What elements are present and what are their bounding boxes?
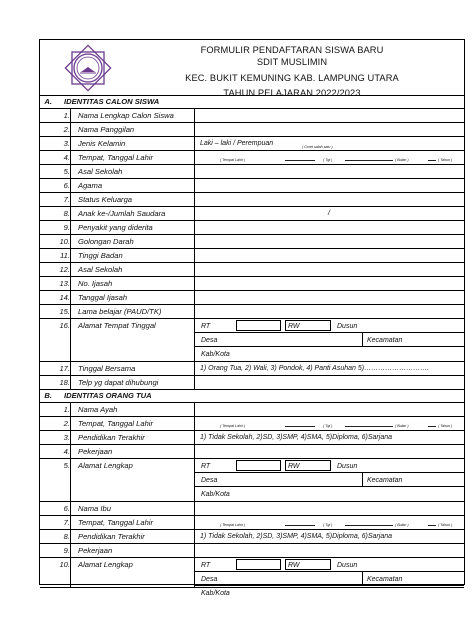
row-number: 5. [63,167,70,176]
column-divider [194,291,195,304]
column-divider [194,207,195,220]
section-b-header [40,390,464,403]
column-divider [70,558,71,587]
row-label: Anak ke-/Jumlah Saudara [78,209,166,218]
column-divider [194,193,195,206]
sectionA-row [40,235,464,249]
birth-year-hint: ( Tahun ) [438,158,453,162]
row-number: 13. [59,279,70,288]
birth-year-hint: ( Tahun ) [438,424,453,428]
address-divider [194,472,464,473]
row-label: Pekerjaan [78,447,113,456]
row-label: Tinggal Bersama [78,364,136,373]
column-divider [194,109,195,122]
column-divider [70,516,71,529]
column-divider [70,459,71,501]
row-number: 3. [63,433,70,442]
column-divider [70,403,71,416]
row-number: 10. [59,237,70,246]
row-label: Lama belajar (PAUD/TK) [78,307,162,316]
row-number: 6. [63,504,70,513]
sectionA-row [40,305,464,319]
birth-day-hint: ( Tgl ) [323,158,333,162]
rt-label: RT [201,323,211,330]
dusun-label: Dusun [337,323,358,330]
rt-box[interactable] [236,320,281,331]
column-divider [194,179,195,192]
row-number: 5. [63,461,70,470]
kabkota-label: Kab/Kota [201,351,230,358]
rw-label: RW [288,562,300,569]
column-divider [194,165,195,178]
column-divider [70,431,71,444]
dusun-label: Dusun [337,562,358,569]
column-divider [70,291,71,304]
column-divider [70,530,71,543]
column-divider [70,193,71,206]
row-label: Pendidikan Terakhir [78,433,145,442]
row-number: 7. [63,518,70,527]
section-b-title: IDENTITAS ORANG TUA [64,391,152,400]
sectionA-row [40,207,464,221]
row-label: Tinggi Badan [78,251,123,260]
address-divider [194,585,464,586]
row-number: 12. [59,265,70,274]
row-value: Laki – laki / Perempuan [200,140,274,147]
column-divider [194,459,195,501]
row-number: 8. [63,532,70,541]
column-divider [194,445,195,458]
column-divider [70,362,71,375]
sectionA-row [40,221,464,235]
row-value: 1) Tidak Sekolah, 2)SD, 3)SMP, 4)SMA, 5)Diploma, 6)Sarjana [200,434,392,441]
row-label: Jenis Kelamin [78,139,126,148]
column-divider [70,235,71,248]
sectionA-row [40,291,464,305]
column-divider [194,123,195,136]
sectionA-row [40,249,464,263]
row-label: Pendidikan Terakhir [78,532,145,541]
row-number: 8. [63,209,70,218]
birth-place-hint: ( Tempat Lahir ) [220,158,246,162]
address-col-divider [362,472,363,486]
header-line-2: SDIT MUSLIMIN [256,57,328,67]
row-value: / [328,210,330,217]
fill-line [345,426,393,427]
fill-line [285,426,315,427]
row-number: 9. [63,223,70,232]
sectionA-row [40,179,464,193]
row-value: 1) Tidak Sekolah, 2)SD, 3)SMP, 4)SMA, 5)Diploma, 6)Sarjana [200,533,392,540]
column-divider [70,137,71,150]
column-divider [70,179,71,192]
column-divider [194,558,195,587]
column-divider [70,249,71,262]
column-divider [194,530,195,543]
section-a-header [40,96,464,109]
sectionA-row [40,123,464,137]
column-divider [70,221,71,234]
row-number: 2. [63,419,70,428]
column-divider [194,221,195,234]
column-divider [194,137,195,150]
fill-line [285,525,315,526]
birth-place-hint: ( Tempat Lahir ) [220,523,246,527]
fill-line [285,160,315,161]
row-label: Alamat Tempat Tinggal [78,321,156,330]
registration-form [39,39,465,597]
desa-label: Desa [201,576,218,583]
column-divider [70,263,71,276]
row-label: Tempat, Tanggal Lahir [78,518,154,527]
row-label: Pekerjaan [78,546,113,555]
column-divider [194,249,195,262]
sectionA-row [40,137,464,151]
row-number: 4. [63,447,70,456]
row-label: Nama Ayah [78,405,118,414]
fill-line [428,525,436,526]
column-divider [70,305,71,318]
column-divider [70,109,71,122]
kecamatan-label: Kecamatan [367,337,403,344]
row-number: 1. [63,405,70,414]
address-col-divider [362,571,363,585]
row-number: 16. [59,321,70,330]
row-number: 1. [63,111,70,120]
row-number: 17. [59,364,70,373]
column-divider [194,431,195,444]
address-divider [194,346,464,347]
row-number: 6. [63,181,70,190]
column-divider [194,376,195,389]
sectionA-row [40,362,464,376]
birth-day-hint: ( Tgl ) [323,523,333,527]
row-label: Penyakit yang diderita [78,223,153,232]
column-divider [70,207,71,220]
sectionB-row [40,445,464,459]
column-divider [194,362,195,375]
column-divider [70,123,71,136]
column-divider [70,417,71,430]
address-divider [194,486,464,487]
address-col-divider [362,332,363,346]
row-label: Agama [78,181,103,190]
column-divider [194,277,195,290]
row-label: Alamat Lengkap [78,461,133,470]
birth-day-hint: ( Tgl ) [323,424,333,428]
column-divider [70,165,71,178]
rw-label: RW [288,463,300,470]
address-divider [194,571,464,572]
fill-line [345,525,393,526]
rt-label: RT [201,562,211,569]
row-label: Status Keluarga [78,195,133,204]
column-divider [194,235,195,248]
row-label: Golongan Darah [78,237,134,246]
rt-label: RT [201,463,211,470]
column-divider [70,544,71,557]
row-label: Telp yg dapat dihubungi [78,378,159,387]
column-divider [70,502,71,515]
sectionB-row [40,516,464,530]
row-number: 9. [63,546,70,555]
header-line-4: TAHUN PELAJARAN 2022/2023 [223,88,361,98]
column-divider [70,319,71,361]
sectionB-row [40,544,464,558]
sectionA-row [40,193,464,207]
column-divider [194,263,195,276]
column-divider [194,151,195,164]
sectionB-row [40,530,464,544]
sectionA-row [40,319,464,362]
column-divider [70,277,71,290]
row-label: No. Ijasah [78,279,113,288]
kabkota-label: Kab/Kota [201,590,230,597]
sectionA-row [40,263,464,277]
row-label: Asal Sekolah [78,265,123,274]
header-title-block [120,44,464,99]
column-divider [70,151,71,164]
birth-month-hint: ( Bulan ) [395,424,409,428]
header-line-1: FORMULIR PENDAFTARAN SISWA BARU [200,45,384,55]
rt-box[interactable] [236,460,281,471]
sectionB-row [40,558,464,597]
column-divider [70,445,71,458]
row-label: Nama Lengkap Calon Siswa [78,111,174,120]
column-divider [194,544,195,557]
row-number: 2. [63,125,70,134]
sectionA-row [40,109,464,123]
row-number: 15. [59,307,70,316]
sectionB-row [40,403,464,417]
section-a-letter: A. [44,97,52,106]
row-number: 3. [63,139,70,148]
row-label: Tempat, Tanggal Lahir [78,419,154,428]
row-label: Alamat Lengkap [78,560,133,569]
row-number: 10. [59,560,70,569]
kecamatan-label: Kecamatan [367,576,403,583]
sectionA-row [40,376,464,390]
column-divider [194,305,195,318]
section-b-letter: B. [44,391,52,400]
fill-line [345,160,393,161]
desa-label: Desa [201,337,218,344]
address-divider [194,332,464,333]
column-divider [194,502,195,515]
column-divider [70,376,71,389]
sectionA-row [40,165,464,179]
row-label: Nama Ibu [78,504,111,513]
column-divider [194,319,195,361]
row-label: Tanggal Ijasah [78,293,128,302]
column-divider [194,417,195,430]
row-number: 18. [59,378,70,387]
column-divider [194,403,195,416]
sectionA-row [40,277,464,291]
sectionB-row [40,431,464,445]
header-line-3: KEC. BUKIT KEMUNING KAB. LAMPUNG UTARA [185,73,399,83]
row-number: 4. [63,153,70,162]
row-value: 1) Orang Tua, 2) Wali, 3) Pondok, 4) Panti Asuhan 5)………………………. [200,365,430,372]
row-number: 7. [63,195,70,204]
row-number: 11. [60,251,70,260]
birth-month-hint: ( Bulan ) [395,158,409,162]
sectionB-row [40,459,464,502]
row-number: 14. [59,293,70,302]
school-logo-icon [62,43,114,93]
fill-line [428,426,436,427]
rw-label: RW [288,323,300,330]
birth-month-hint: ( Bulan ) [395,523,409,527]
row-label: Nama Panggilan [78,125,135,134]
section-a-title: IDENTITAS CALON SISWA [64,97,160,106]
sectionB-row [40,417,464,431]
dusun-label: Dusun [337,463,358,470]
desa-label: Desa [201,477,218,484]
fill-line [428,160,436,161]
row-note: ( Coret salah satu ) [302,145,333,149]
birth-year-hint: ( Tahun ) [438,523,453,527]
row-label: Tempat, Tanggal Lahir [78,153,154,162]
kabkota-label: Kab/Kota [201,491,230,498]
birth-place-hint: ( Tempat Lahir ) [220,424,246,428]
sectionA-row [40,151,464,165]
sectionB-row [40,502,464,516]
form-header [40,40,464,96]
kecamatan-label: Kecamatan [367,477,403,484]
row-label: Asal Sekolah [78,167,123,176]
column-divider [194,516,195,529]
rt-box[interactable] [236,559,281,570]
